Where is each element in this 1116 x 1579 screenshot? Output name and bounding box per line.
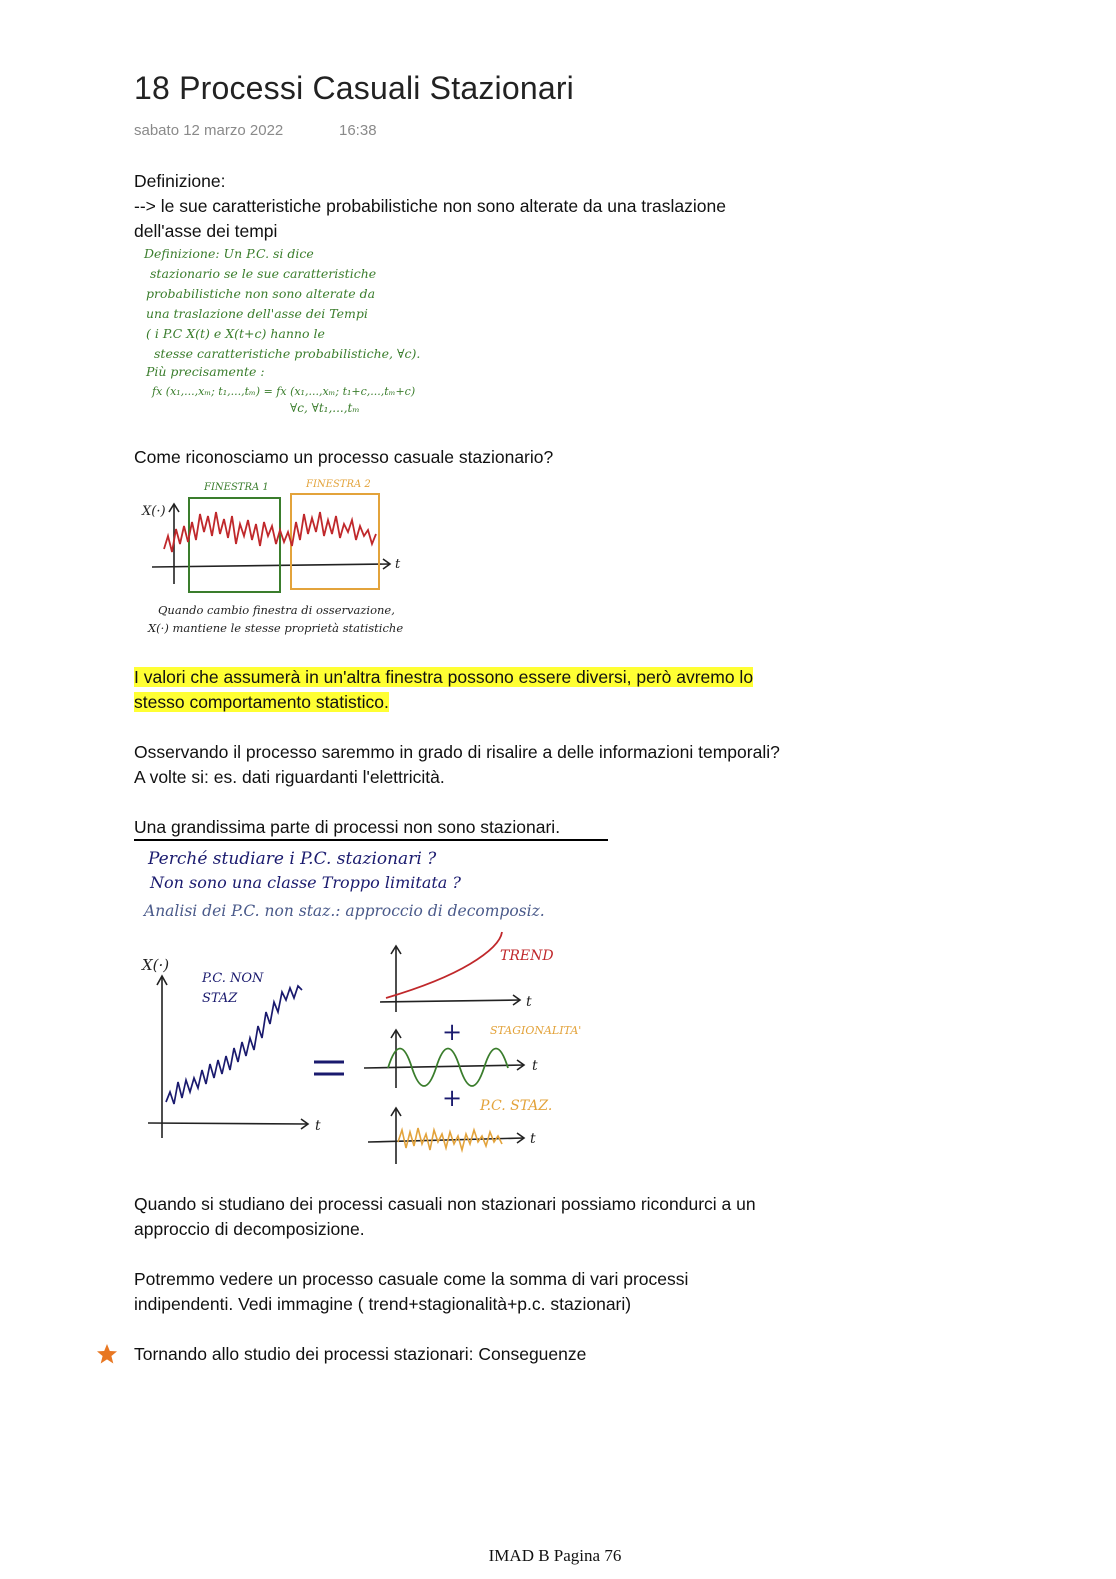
hand-line-5: ( i P.C X(t) e X(t+c) hanno le — [146, 326, 325, 341]
nonstationary-statement: Una grandissima parte di processi non sono stazionari. — [134, 817, 561, 837]
hand-analysis-line: Analisi dei P.C. non staz.: approccio di decomposiz. — [144, 902, 545, 920]
hand-line-8: fx (x₁,...,xₘ; t₁,...,tₘ) = fx (x₁,...,xₘ; t₁+c,...,tₘ+c) — [152, 385, 416, 398]
page-footer: IMAD B Pagina 76 — [488, 1546, 622, 1565]
decomposition-diagram — [140, 842, 610, 1170]
left-x-axis — [148, 1123, 308, 1124]
trend-curve — [386, 932, 502, 998]
handwritten-definition — [140, 242, 460, 417]
hand-class-line: Non sono una classe Troppo limitata ? — [150, 873, 461, 892]
hand-why-line: Perché studiare i P.C. stazionari ? — [148, 849, 437, 869]
nonstat-label-2: STAZ — [202, 991, 238, 1006]
hand-line-4: una traslazione dell'asse dei Tempi — [146, 306, 368, 321]
nonstat-label-1: P.C. NON — [202, 971, 264, 986]
highlight-line-2: stesso comportamento statistico. — [134, 692, 389, 712]
window-2-label: FINESTRA 2 — [306, 479, 371, 490]
consequences-line: Tornando allo studio dei processi stazionari: Conseguenze — [134, 1344, 587, 1364]
page-time: 16:38 — [339, 122, 377, 139]
caption-line-2: X(·) mantiene le stesse proprietà statistiche — [148, 621, 404, 635]
x-axis-label: t — [395, 557, 401, 572]
hand-line-3: probabilistiche non sono alterate da — [146, 286, 376, 301]
nonstationary-underline — [134, 839, 608, 841]
x-axis-line — [152, 564, 390, 567]
stat-x-axis-label: t — [530, 1131, 536, 1147]
trend-label: TREND — [500, 948, 554, 964]
plus-sign-2: + — [442, 1084, 463, 1112]
page-title: 18 Processi Casuali Stazionari — [134, 70, 574, 106]
window-2-box — [291, 494, 379, 589]
plus-sign-1: + — [442, 1018, 463, 1046]
process-signal — [164, 512, 376, 552]
window-diagram — [140, 474, 440, 642]
window-1-box — [189, 498, 280, 592]
hand-line-7: Più precisamente : — [146, 364, 265, 379]
observation-line-1: Osservando il processo saremmo in grado di risalire a delle informazioni temporali? — [134, 742, 780, 762]
hand-line-2: stazionario se le sue caratteristiche — [150, 266, 377, 281]
y-axis-label: X(·) — [142, 504, 166, 519]
sum-line-1: Potremmo vedere un processo casuale come la somma di vari processi — [134, 1269, 689, 1289]
definition-label: Definizione: — [134, 171, 226, 191]
season-x-axis-label: t — [532, 1058, 538, 1074]
decomposition-line-1: Quando si studiano dei processi casuali non stazionari possiamo ricondurci a un — [134, 1194, 756, 1214]
window-1-label: FINESTRA 1 — [204, 482, 269, 493]
definition-line-1: --> le sue caratteristiche probabilistiche non sono alterate da una traslazione — [134, 196, 726, 216]
question-recognize: Come riconosciamo un processo casuale stazionario? — [134, 447, 554, 467]
decomposition-line-2: approccio di decomposizione. — [134, 1219, 365, 1239]
sum-line-2: indipendenti. Vedi immagine ( trend+stagionalità+p.c. stazionari) — [134, 1294, 632, 1314]
seasonality-label: STAGIONALITA' — [490, 1024, 582, 1037]
observation-line-2: A volte si: es. dati riguardanti l'elettricità. — [134, 767, 445, 787]
left-x-axis-label: t — [315, 1118, 321, 1134]
page-date: sabato 12 marzo 2022 — [134, 122, 284, 139]
definition-line-2: dell'asse dei tempi — [134, 221, 278, 241]
caption-line-1: Quando cambio finestra di osservazione, — [158, 603, 395, 617]
highlight-line-1: I valori che assumerà in un'altra finestra possono essere diversi, però avremo lo — [134, 667, 754, 687]
hand-line-6: stesse caratteristiche probabilistiche, ∀c). — [154, 346, 421, 361]
stationary-label: P.C. STAZ. — [480, 1098, 553, 1114]
left-y-axis-label: X(·) — [142, 956, 170, 974]
hand-line-9: ∀c, ∀t₁,...,tₘ — [290, 401, 360, 415]
hand-line-1: Definizione: Un P.C. si dice — [144, 246, 314, 261]
trend-x-axis — [380, 1000, 520, 1002]
star-icon — [96, 1343, 118, 1365]
trend-x-axis-label: t — [526, 994, 532, 1010]
